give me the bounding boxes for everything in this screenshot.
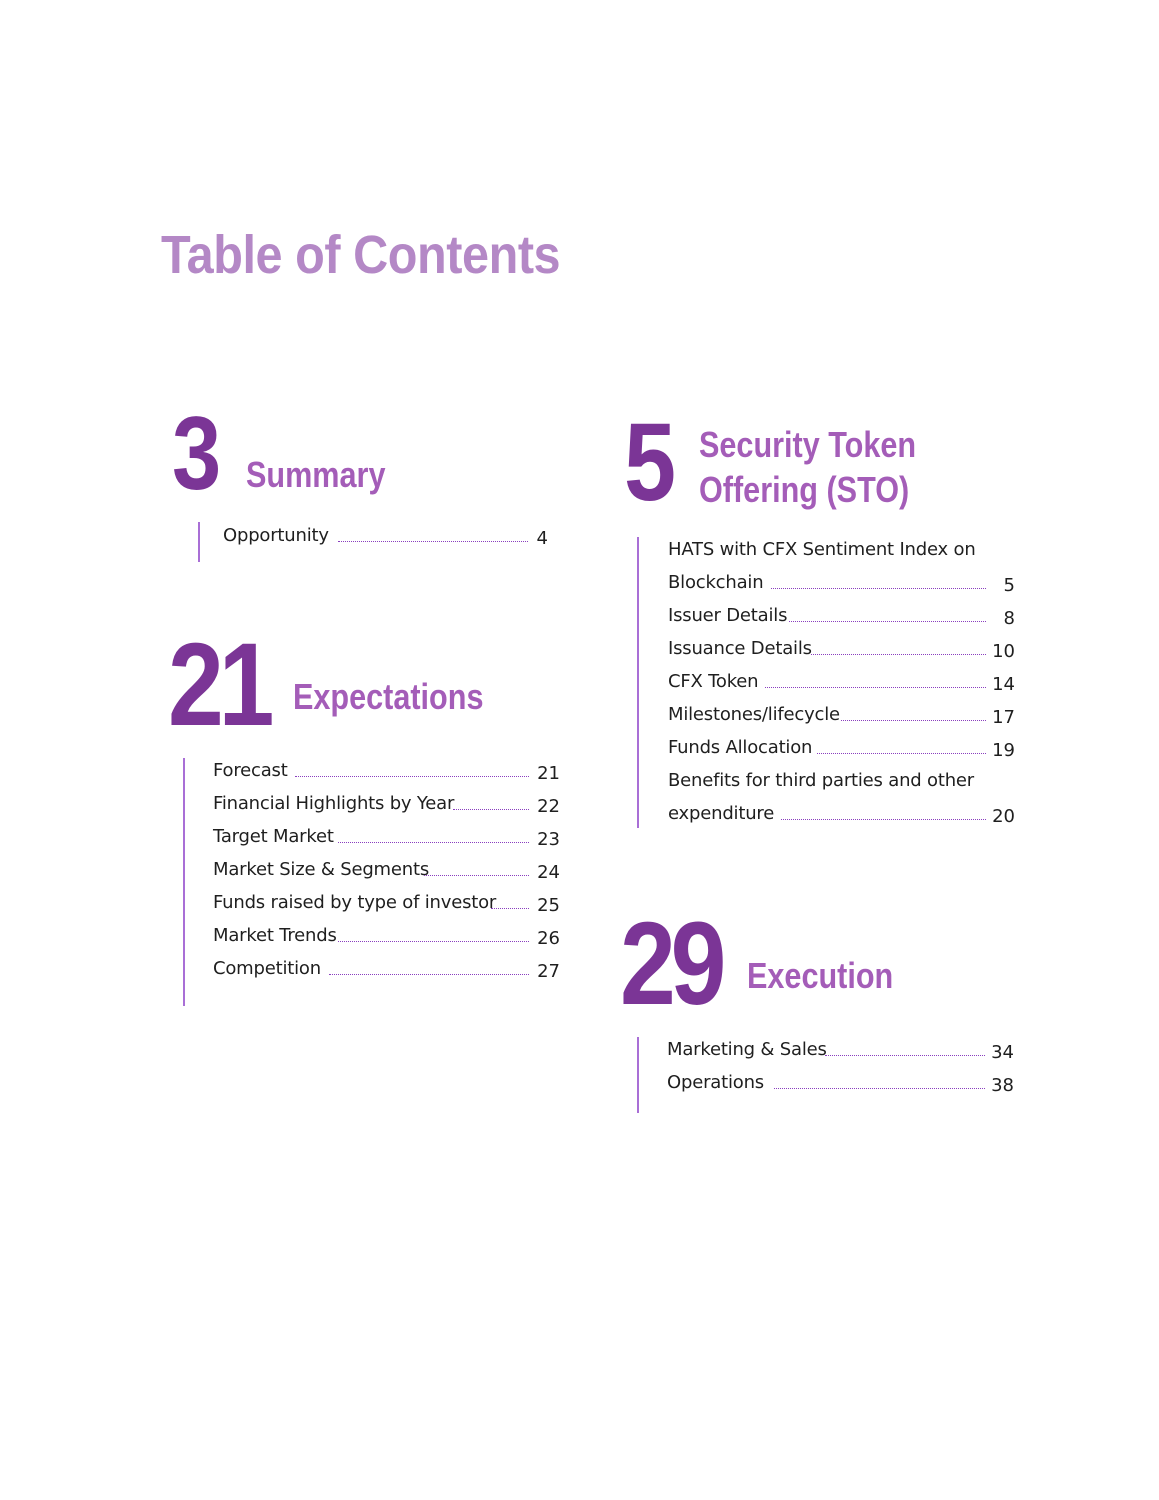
toc-entry-label: Funds raised by type of investor xyxy=(213,892,497,913)
toc-entry-opportunity[interactable] xyxy=(223,525,548,558)
toc-entry[interactable] xyxy=(668,539,1015,605)
section-number: 29 xyxy=(620,898,722,1030)
toc-entry-label: Financial Highlights by Year xyxy=(213,793,455,814)
dot-leader xyxy=(817,753,986,754)
dot-leader xyxy=(841,720,986,721)
toc-entry[interactable] xyxy=(667,1039,1014,1072)
toc-entry-label: Milestones/lifecycle xyxy=(668,704,840,725)
section-rule xyxy=(183,758,185,1006)
toc-entry-page: 26 xyxy=(537,928,560,949)
dot-leader xyxy=(771,588,986,589)
toc-entry-label: Competition xyxy=(213,958,321,979)
dot-leader xyxy=(774,1088,985,1089)
toc-entry[interactable] xyxy=(213,793,560,826)
toc-entry-page: 27 xyxy=(537,961,560,982)
section-title-line2: Offering (STO) xyxy=(699,469,910,510)
toc-entry[interactable] xyxy=(668,704,1015,737)
section-title: Execution xyxy=(747,955,894,996)
section-rule xyxy=(198,522,200,562)
toc-entry[interactable] xyxy=(668,638,1015,671)
dot-leader xyxy=(338,941,529,942)
toc-entry-page: 38 xyxy=(991,1075,1014,1096)
toc-entry-page: 17 xyxy=(992,707,1015,728)
toc-entry-label: Funds Allocation xyxy=(668,737,813,758)
toc-entry[interactable] xyxy=(668,737,1015,770)
section-title-line1: Security Token xyxy=(699,424,917,465)
toc-entry[interactable] xyxy=(668,605,1015,638)
dot-leader xyxy=(295,776,529,777)
dot-leader xyxy=(491,908,529,909)
toc-entry[interactable] xyxy=(213,958,560,991)
toc-entry-page: 10 xyxy=(992,641,1015,662)
toc-entry[interactable] xyxy=(213,826,560,859)
toc-entry-page: 20 xyxy=(992,806,1015,827)
dot-leader xyxy=(338,541,528,542)
toc-entry-page: 4 xyxy=(536,528,548,549)
toc-entry-label: Target Market xyxy=(213,826,334,847)
toc-entry[interactable] xyxy=(668,770,1015,836)
section-title: Summary xyxy=(246,454,386,495)
section-rule xyxy=(637,1037,639,1113)
dot-leader xyxy=(424,875,529,876)
dot-leader xyxy=(825,1055,985,1056)
toc-entry[interactable] xyxy=(213,892,560,925)
dot-leader xyxy=(453,809,529,810)
dot-leader xyxy=(329,974,529,975)
toc-entry-page: 19 xyxy=(992,740,1015,761)
toc-entry-label: Marketing & Sales xyxy=(667,1039,827,1060)
toc-entry-label-line1: Benefits for third parties and other xyxy=(668,770,974,791)
section-number: 3 xyxy=(172,396,220,512)
toc-entry-label: Market Trends xyxy=(213,925,337,946)
toc-entry-label: Opportunity xyxy=(223,525,329,546)
toc-entry[interactable] xyxy=(668,671,1015,704)
toc-entry-page: 25 xyxy=(537,895,560,916)
dot-leader xyxy=(789,621,986,622)
toc-entry-label-line1: HATS with CFX Sentiment Index on xyxy=(668,539,976,560)
section-number: 21 xyxy=(168,619,270,751)
toc-entry-label: Operations xyxy=(667,1072,764,1093)
toc-entry-page: 8 xyxy=(1003,608,1015,629)
dot-leader xyxy=(811,654,986,655)
section-number: 5 xyxy=(624,401,675,524)
toc-entry-page: 5 xyxy=(1003,575,1015,596)
toc-entry[interactable] xyxy=(213,760,560,793)
toc-entry-page: 23 xyxy=(537,829,560,850)
toc-entry-label: Forecast xyxy=(213,760,288,781)
toc-entry-label: expenditure xyxy=(668,803,775,824)
toc-entry-page: 22 xyxy=(537,796,560,817)
section-title: Expectations xyxy=(293,676,484,717)
toc-entry-label: Issuance Details xyxy=(668,638,812,659)
dot-leader xyxy=(338,842,529,843)
page-title: Table of Contents xyxy=(161,225,561,285)
section-rule xyxy=(637,537,639,828)
toc-entry[interactable] xyxy=(213,859,560,892)
toc-entry-label: Market Size & Segments xyxy=(213,859,430,880)
dot-leader xyxy=(765,687,986,688)
toc-entry[interactable] xyxy=(213,925,560,958)
toc-entry-page: 24 xyxy=(537,862,560,883)
toc-entry[interactable] xyxy=(667,1072,1014,1105)
toc-entry-page: 34 xyxy=(991,1042,1014,1063)
toc-entry-page: 14 xyxy=(992,674,1015,695)
toc-entry-label: Blockchain xyxy=(668,572,764,593)
toc-entry-label: CFX Token xyxy=(668,671,759,692)
toc-entry-label: Issuer Details xyxy=(668,605,788,626)
toc-entry-page: 21 xyxy=(537,763,560,784)
dot-leader xyxy=(781,819,986,820)
